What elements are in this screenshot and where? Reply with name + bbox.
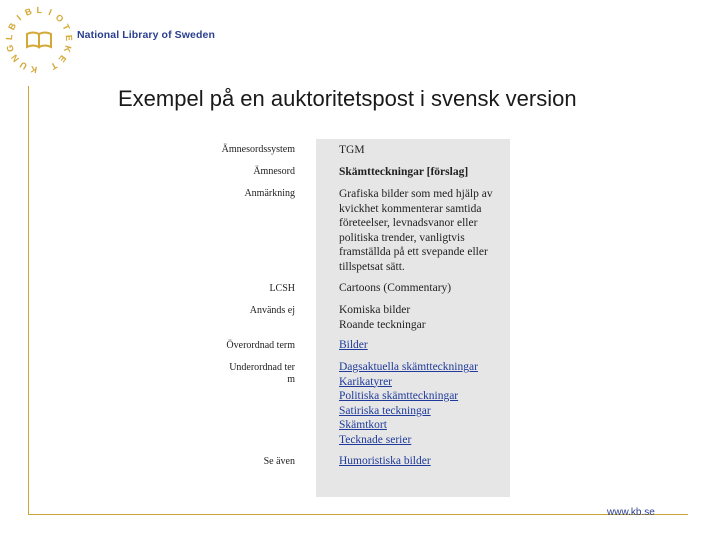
logo-letter: L xyxy=(3,33,15,41)
logo-letter: N xyxy=(9,52,22,64)
logo-letter: E xyxy=(63,34,75,42)
field-value-broader xyxy=(339,338,509,353)
logo-letter: E xyxy=(56,53,69,65)
logo-letter: U xyxy=(18,59,29,72)
logo-letter: T xyxy=(60,22,72,32)
logo-letter: K xyxy=(61,44,74,54)
broader-term-link[interactable]: Bilder xyxy=(339,339,368,351)
field-label-system: Ämnesordssystem xyxy=(221,144,295,155)
logo-letter: B xyxy=(23,6,34,18)
field-value-narrower xyxy=(339,360,509,447)
logo-letter: O xyxy=(53,12,66,25)
field-label-narrower xyxy=(229,362,295,386)
narrower-term-link[interactable]: Satiriska teckningar xyxy=(339,404,431,417)
field-label-broader: Överordnad term xyxy=(226,340,295,351)
see-also-link[interactable]: Humoristiska bilder xyxy=(339,455,431,467)
field-label-used-for: Används ej xyxy=(249,305,295,316)
slide-title: Exempel på en auktoritetspost i svensk version xyxy=(118,86,577,111)
kb-logo xyxy=(0,0,215,80)
narrower-term-link[interactable]: Karikatyrer xyxy=(339,375,392,388)
used-for-item: Roande teckningar xyxy=(339,318,426,331)
logo-letter: I xyxy=(14,13,24,23)
org-name: National Library of Sweden xyxy=(77,29,215,41)
book-icon xyxy=(27,33,51,48)
note-line: framställda på ett svepande eller xyxy=(339,246,488,258)
field-value-lcsh xyxy=(339,281,509,296)
field-label-term: Ämnesord xyxy=(253,166,295,177)
field-label-lcsh: LCSH xyxy=(269,283,295,294)
note-line: politiska trender, vanligtvis xyxy=(339,231,465,244)
term-value: Skämtteckningar [förslag] xyxy=(339,166,469,178)
logo-letter: T xyxy=(49,60,59,72)
logo-letter: K xyxy=(29,64,38,75)
footer-url[interactable]: www.kb.se xyxy=(607,507,655,518)
narrower-term-link[interactable]: Dagsaktuella skämtteckningar xyxy=(339,361,478,373)
field-value-note xyxy=(339,187,509,274)
field-value-term xyxy=(339,165,509,180)
note-line: Grafiska bilder som med hjälp av xyxy=(339,188,493,200)
logo-letter: I xyxy=(47,7,54,18)
system-value: TGM xyxy=(339,144,365,156)
field-label-note: Anmärkning xyxy=(244,188,295,199)
field-label-narrower-line: Underordnad ter xyxy=(229,362,295,373)
used-for-item: Komiska bilder xyxy=(339,304,411,316)
accent-horizontal-rule xyxy=(28,514,688,515)
note-line: tillspetsat sätt. xyxy=(339,260,405,273)
logo-letter: B xyxy=(6,21,19,32)
field-value-system xyxy=(339,143,509,158)
narrower-term-link[interactable]: Politiska skämtteckningar xyxy=(339,390,459,402)
field-label-see-also: Se även xyxy=(263,456,295,467)
kb-emblem-icon xyxy=(0,0,80,80)
narrower-term-link[interactable]: Skämtkort xyxy=(339,419,387,431)
narrower-term-link[interactable]: Tecknade serier xyxy=(339,433,412,446)
field-label-narrower-line: m xyxy=(287,374,295,385)
lcsh-value: Cartoons (Commentary) xyxy=(339,282,452,294)
accent-vertical-rule xyxy=(28,86,29,514)
field-value-used-for xyxy=(339,303,509,332)
logo-letter: L xyxy=(36,4,43,16)
field-value-see-also xyxy=(339,454,509,469)
logo-letter: G xyxy=(4,43,16,54)
note-line: företeelser, levnadsvanor eller xyxy=(339,217,478,229)
note-line: kvickhet kommenterar samtida xyxy=(339,202,482,215)
